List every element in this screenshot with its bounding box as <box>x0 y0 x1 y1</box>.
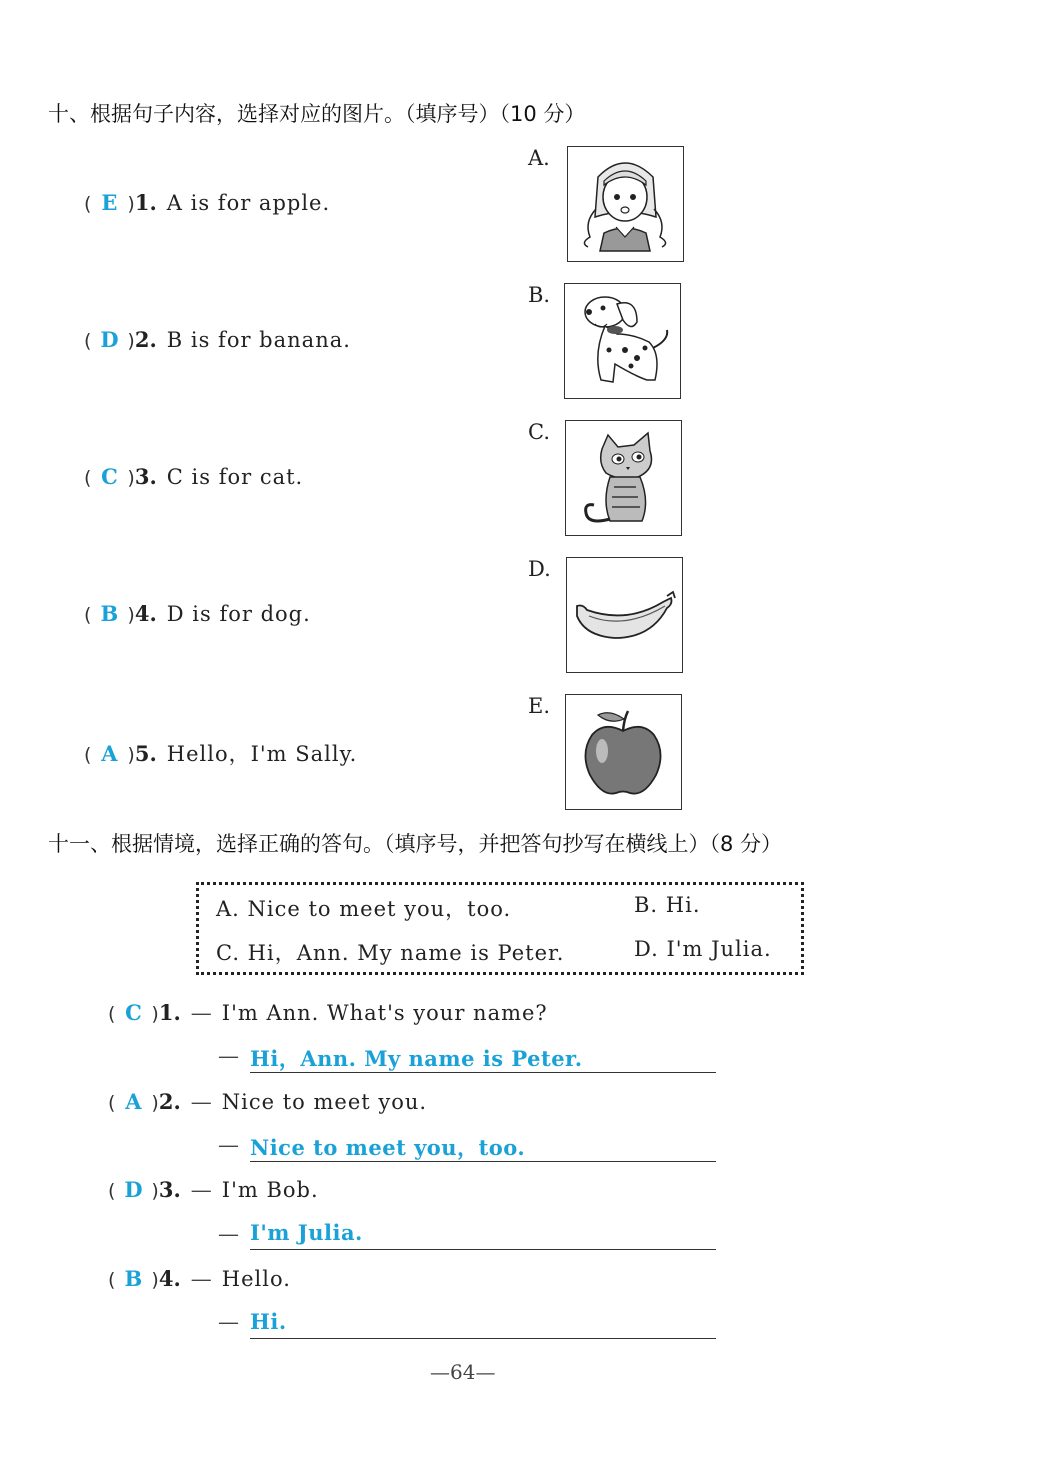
s10-question-1: ( E ) 1. A is for apple. <box>84 190 331 215</box>
response-dash: — <box>218 1133 239 1157</box>
response-line-3[interactable] <box>250 1220 716 1250</box>
dog-icon <box>565 284 680 398</box>
answer-slot[interactable]: D <box>124 1177 143 1202</box>
response-line-1[interactable] <box>250 1043 716 1073</box>
option-c: C. Hi，Ann. My name is Peter. <box>216 941 565 965</box>
answer-slot[interactable]: B <box>124 1266 143 1291</box>
s10-question-3: ( C ) 3. C is for cat. <box>84 464 304 489</box>
section-10-title: 十、根据句子内容，选择对应的图片。（填序号）（10 分） <box>48 102 586 126</box>
s11-question-1: ( C ) 1. — I'm Ann. What's your name? <box>108 1000 548 1025</box>
s10-question-2: ( D ) 2. B is for banana. <box>84 327 351 352</box>
section-11-title: 十一、根据情境，选择正确的答句。（填序号，并把答句抄写在横线上）（8 分） <box>48 832 783 856</box>
answer-slot[interactable]: C <box>125 1000 142 1025</box>
picture-d-box <box>566 557 683 673</box>
picture-label-e: E. <box>528 694 551 718</box>
response-dash: — <box>218 1310 239 1334</box>
response-dash: — <box>218 1222 239 1246</box>
picture-label-d: D. <box>528 557 551 581</box>
answer-slot[interactable]: A <box>125 1089 142 1114</box>
response-dash: — <box>218 1044 239 1068</box>
s11-question-2: ( A ) 2. — Nice to meet you. <box>108 1089 428 1114</box>
option-b: B. Hi. <box>634 893 701 917</box>
response-text: I'm Julia. <box>250 1220 363 1245</box>
answer-slot[interactable]: D <box>100 327 119 352</box>
response-line-2[interactable] <box>250 1132 716 1162</box>
s10-question-5: ( A ) 5. Hello，I'm Sally. <box>84 741 358 766</box>
option-d: D. I'm Julia. <box>634 937 772 961</box>
response-text: Nice to meet you，too. <box>250 1135 526 1160</box>
option-a: A. Nice to meet you，too. <box>216 897 512 921</box>
page-number: —64— <box>430 1360 496 1384</box>
answer-slot[interactable]: E <box>101 190 118 215</box>
picture-label-b: B. <box>528 283 551 307</box>
picture-c-box <box>565 420 682 536</box>
s11-question-4: ( B ) 4. — Hello. <box>108 1266 291 1291</box>
answer-slot[interactable]: B <box>100 601 119 626</box>
response-text: Hi. <box>250 1309 287 1334</box>
picture-e-box <box>565 694 682 810</box>
s11-question-3: ( D ) 3. — I'm Bob. <box>108 1177 319 1202</box>
picture-label-a: A. <box>528 146 550 170</box>
answer-slot[interactable]: A <box>101 741 118 766</box>
picture-b-box <box>564 283 681 399</box>
banana-icon <box>567 558 682 672</box>
picture-label-c: C. <box>528 420 550 444</box>
picture-a-box <box>567 146 684 262</box>
girl-icon <box>568 147 683 261</box>
response-line-4[interactable] <box>250 1309 716 1339</box>
answer-slot[interactable]: C <box>101 464 118 489</box>
s10-question-4: ( B ) 4. D is for dog. <box>84 601 311 626</box>
cat-icon <box>566 421 681 535</box>
apple-icon <box>566 695 681 809</box>
response-text: Hi，Ann. My name is Peter. <box>250 1046 583 1071</box>
